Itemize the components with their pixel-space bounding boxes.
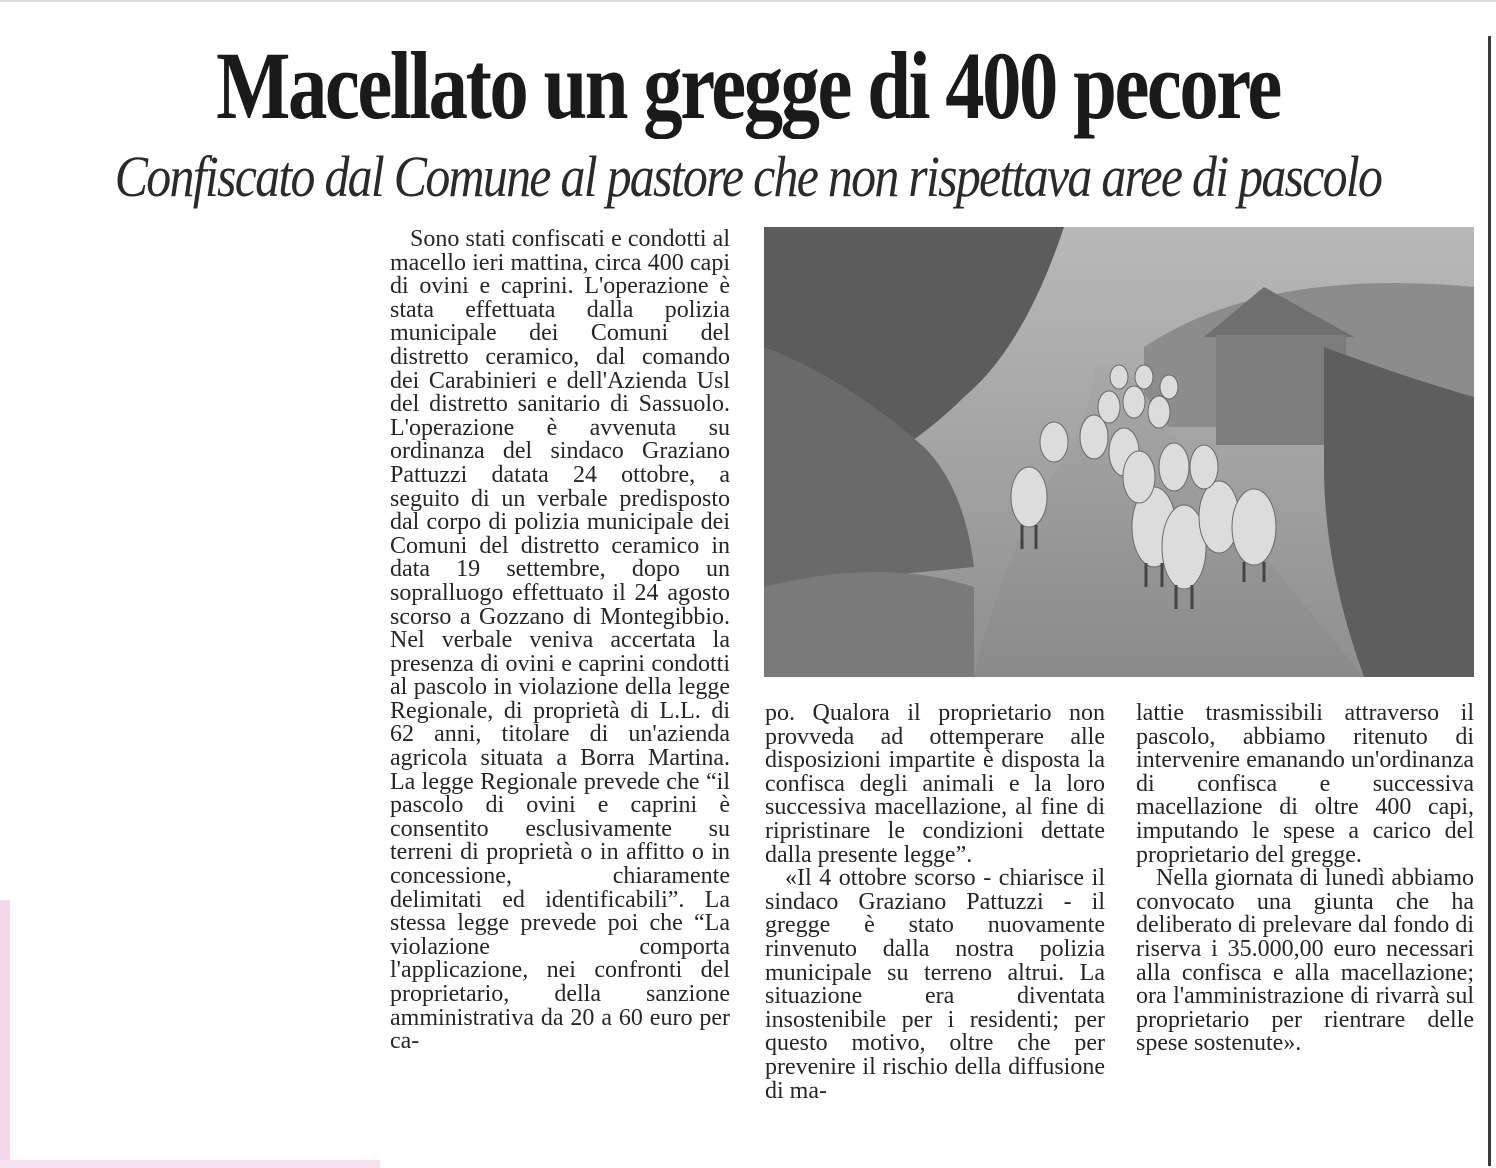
article-column-1 <box>390 228 730 1054</box>
article-column-3 <box>1136 702 1474 1056</box>
scan-right-edge <box>1488 36 1491 1166</box>
column-3-paragraph-2: Nella giornata di lunedì abbiamo convocato una giunta che ha deliberato di prelevare dal fondo di riserva i 35.000,00 euro necessari alla confisca e alla macellazione; ora l'amministrazione di rivarrà sul proprietario per rientrare delle spese sostenute». <box>1136 865 1474 1057</box>
article-subheadline: Confiscato dal Comune al pastore che non rispettava aree di pascolo <box>114 144 1382 209</box>
column-3-paragraph-1: lattie trasmissibili attraverso il pascolo, abbiamo ritenuto di intervenire emanando un'ordinanza di confisca e successiva macellazione di oltre 400 capi, imputando le spese a carico del proprietario del gregge. <box>1136 700 1474 868</box>
sheep-flock-photo <box>764 227 1474 677</box>
article-headline: Macellato un gregge di 400 pecore <box>216 32 1280 139</box>
column-2-paragraph-2: «Il 4 ottobre scorso - chiarisce il sindaco Graziano Pattuzzi - il gregge è stato nuovamente rinvenuto dalla nostra polizia municipale su terreno altrui. La situazione era diventata insostenibile per i residenti; per questo motivo, oltre che per prevenire il rischio della diffusione di ma- <box>765 865 1105 1104</box>
column-2-paragraph-1: po. Qualora il proprietario non provveda ad ottemperare alle disposizioni impartite è disposta la confisca degli animali e la loro successiva macellazione, al fine di ripristinare le condizioni dettate dalla presente legge”. <box>765 700 1105 868</box>
pink-paper-bottom <box>0 1160 380 1168</box>
pink-paper-edge <box>0 900 10 1168</box>
article-column-2 <box>765 702 1105 1103</box>
scan-top-edge <box>0 0 1496 2</box>
sheep-photo-illustration <box>764 227 1474 677</box>
column-1-text: Sono stati confiscati e condotti al macello ieri mattina, circa 400 capi di ovini e caprini. L'operazione è stata effettuata dalla polizia municipale dei Comuni del distretto ceramico, dal comando dei Carabinieri e dell'Azienda Usl del distretto sanitario di Sassuolo. L'operazione è avvenuta su ordinanza del sindaco Graziano Pattuzzi datata 24 ottobre, a seguito di un verbale predisposto dal corpo di polizia municipale dei Comuni del distretto ceramico in data 19 settembre, dopo un sopralluogo effettuato il 24 agosto scorso a Gozzano di Montegibbio. Nel verbale veniva accertata la presenza di ovini e caprini condotti al pascolo in violazione della legge Regionale, di proprietà di L.L. di 62 anni, titolare di un'azienda agricola situata a Borra Martina. La legge Regionale prevede che “il pascolo di ovini e caprini è consentito esclusivamente su terreni di proprietà o in affitto o in concessione, chiaramente delimitati ed identificabili”. La stessa legge prevede poi che “La violazione comporta l'applicazione, nei confronti del proprietario, della sanzione amministrativa da 20 a 60 euro per ca- <box>390 226 730 1055</box>
